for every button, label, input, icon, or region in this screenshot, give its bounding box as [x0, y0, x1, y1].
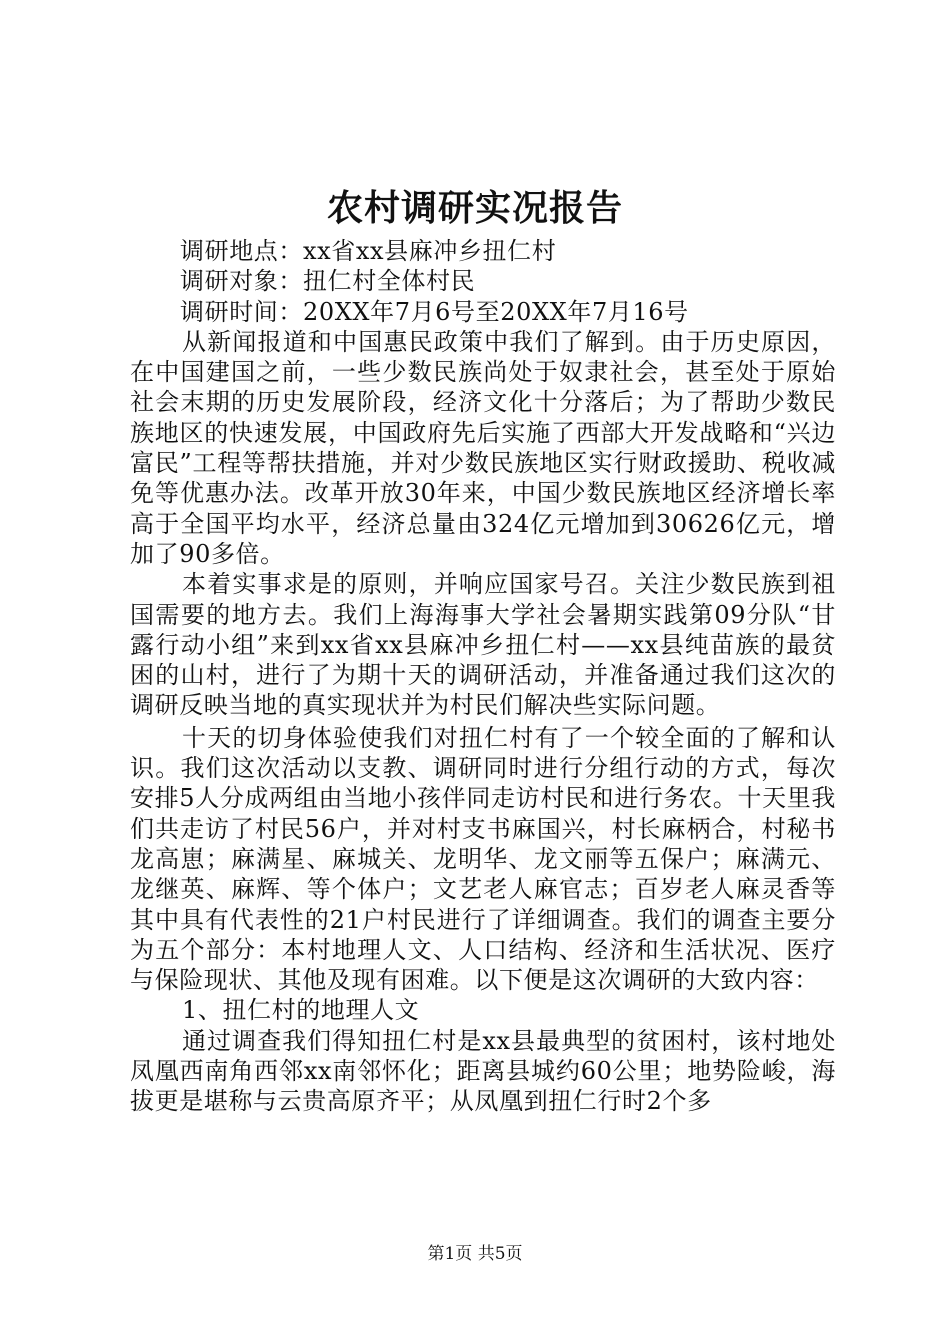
- document-body: [130, 236, 836, 1117]
- section-paragraph: 通过调查我们得知扭仁村是xx县最典型的贫困村，该村地处凤凰西南角西邻xx南邻怀化；距离县城约60公里；地势险峻，海拔更是堪称与云贵高原齐平；从凤凰到扭仁行时2个多: [130, 1026, 836, 1116]
- section-heading: 1、扭仁村的地理人文: [182, 996, 420, 1025]
- document-title: 农村调研实况报告: [326, 187, 623, 229]
- paragraph-purpose: 本着实事求是的原则，并响应国家号召。关注少数民族到祖国需要的地方去。我们上海海事大学社会暑期实践第09分队“甘露行动小组”来到xx省xx县麻冲乡扭仁村——xx县纯苗族的最贫困的山村，进行了为期十天的调研活动，并准备通过我们这次的调研反映当地的真实现状并为村民们解决些实际问题。: [130, 570, 836, 720]
- paragraph-overview: 十天的切身体验使我们对扭仁村有了一个较全面的了解和认识。我们这次活动以支教、调研同时进行分组行动的方式，每次安排5人分成两组由当地小孩伴同走访村民和进行务农。十天里我们共走访了村民56户，并对村支书麻国兴，村长麻柄合，村秘书龙高崽；麻满星、麻城关、龙明华、龙文丽等五保户；麻满元、龙继英、麻辉、等个体户；文艺老人麻官志；百岁老人麻灵香等其中具有代表性的21户村民进行了详细调查。我们的调查主要分为五个部分：本村地理人文、人口结构、经济和生活状况、医疗与保险现状、其他及现有困难。以下便是这次调研的大致内容：: [130, 723, 836, 995]
- meta-location: 调研地点：xx省xx县麻冲乡扭仁村: [180, 237, 557, 265]
- page-footer: 第1页 共5页: [427, 1244, 523, 1264]
- meta-subject: 调研对象：扭仁村全体村民: [180, 267, 476, 296]
- meta-time: 调研时间：20XX年7月6号至20XX年7月16号: [180, 297, 689, 326]
- paragraph-background: 从新闻报道和中国惠民政策中我们了解到。由于历史原因，在中国建国之前，一些少数民族尚处于奴隶社会，甚至处于原始社会末期的历史发展阶段，经济文化十分落后；为了帮助少数民族地区的快速发展，中国政府先后实施了西部大开发战略和“兴边富民”工程等帮扶措施，并对少数民族地区实行财政援助、税收减免等优惠办法。改革开放30年来，中国少数民族地区经济增长率高于全国平均水平，经济总量由324亿元增加到30626亿元，增加了90多倍。: [130, 327, 836, 568]
